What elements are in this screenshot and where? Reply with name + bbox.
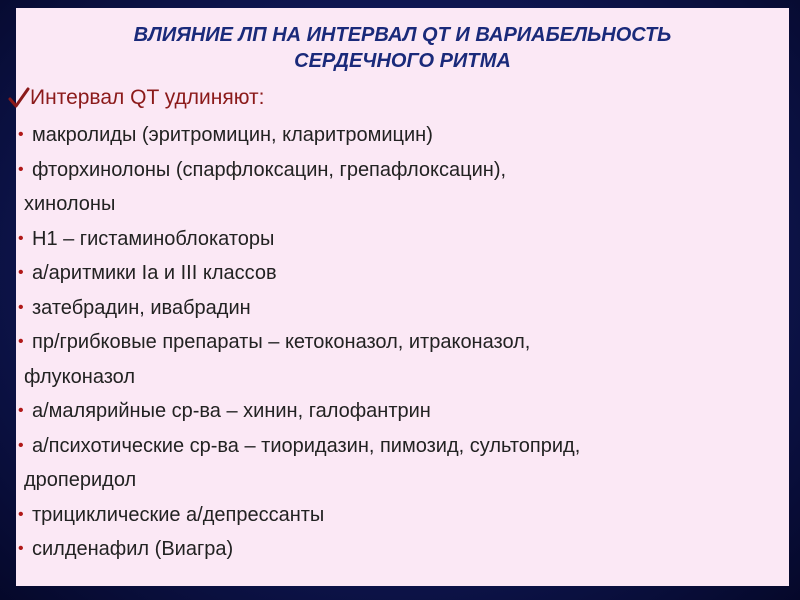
item-text-continuation: флуконазол (24, 365, 136, 388)
item-text: затебрадин, ивабрадин (32, 296, 251, 319)
list-item (16, 325, 776, 394)
bullet-icon: • (18, 229, 24, 247)
item-text: а/малярийные ср-ва – хинин, галофантрин (32, 400, 431, 422)
list-item (16, 222, 776, 257)
list-item (16, 498, 776, 533)
checkmark-icon (8, 86, 30, 110)
item-text: макролиды (эритромицин, кларитромицин) (32, 124, 433, 146)
bullet-icon: • (18, 264, 24, 281)
item-text: а/психотические ср-ва – тиоридазин, пимозид, сультоприд, (32, 434, 581, 457)
list-item (16, 532, 776, 567)
section-heading (16, 84, 265, 112)
drug-list (16, 118, 776, 567)
item-text: фторхинолоны (спарфлоксацин, грепафлоксацин), (32, 158, 507, 181)
bullet-icon: • (18, 505, 24, 523)
bullet-icon: • (18, 126, 24, 143)
item-text: пр/грибковые препараты – кетоконазол, итраконазол, (32, 331, 531, 353)
bullet-icon: • (18, 160, 24, 178)
title-line-1: ВЛИЯНИЕ ЛП НА ИНТЕРВАЛ QT И ВАРИАБЕЛЬНОСТЬ (133, 24, 672, 46)
list-item (16, 118, 776, 153)
slide-title (16, 22, 789, 74)
item-text-continuation: дроперидол (24, 469, 137, 491)
list-item (16, 291, 776, 326)
bullet-icon: • (18, 436, 24, 454)
list-item (16, 394, 776, 429)
list-item (16, 153, 776, 222)
bullet-icon: • (18, 333, 24, 350)
list-item (16, 429, 776, 498)
item-text-continuation: хинолоны (24, 193, 116, 215)
item-text: силденафил (Виагра) (32, 538, 234, 560)
item-text: а/аритмики Iа и III классов (32, 262, 277, 284)
title-line-2: СЕРДЕЧНОГО РИТМА (294, 50, 511, 72)
bullet-icon: • (18, 402, 24, 419)
item-text: трициклические а/депрессанты (32, 503, 325, 526)
item-text: Н1 – гистаминоблокаторы (32, 227, 275, 250)
slide-panel (16, 8, 789, 586)
bullet-icon: • (18, 540, 24, 557)
heading-text: Интервал QT удлиняют: (30, 86, 265, 109)
list-item (16, 256, 776, 291)
bullet-icon: • (18, 298, 24, 316)
